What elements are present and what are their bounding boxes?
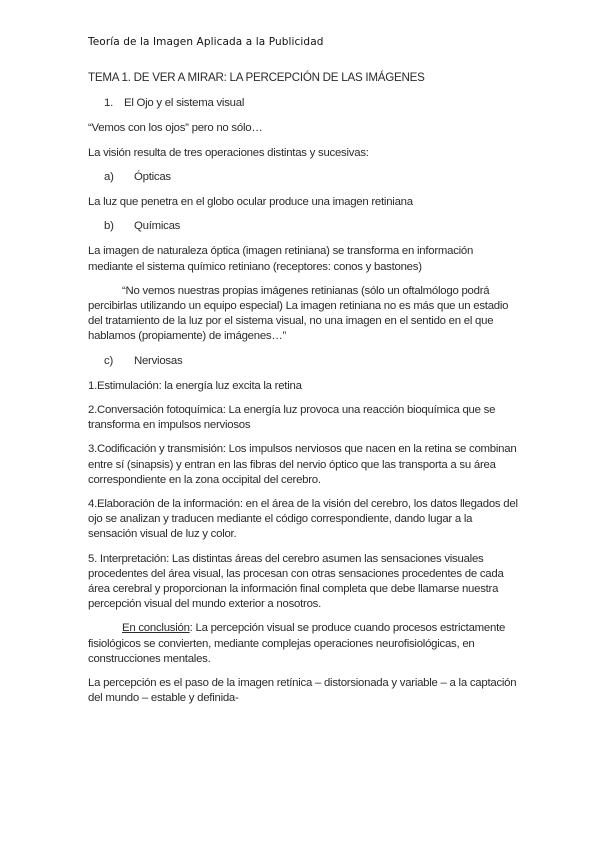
paragraph-vision: La visión resulta de tres operaciones distintas y sucesivas: bbox=[88, 146, 369, 159]
block-quote: “No vemos nuestras propias imágenes retinianas (sólo un oftalmólogo podrá percibirlas utilizando un equipo especial) La imagen retiniana no es más que un estadio del tratamiento de la luz por el sistema visual, no una imagen en el sentido en el que hablamos (propiamente) de imágenes…” bbox=[88, 284, 509, 343]
list-item-quimicas bbox=[88, 219, 518, 234]
step-elaboracion: 4.Elaboración de la información: en el área de la visión del cerebro, los datos llegados del ojo se analizan y traducen mediante el código correspondiente, dando lugar a la sensación visual de luz y color. bbox=[88, 498, 518, 541]
list-letter: b) bbox=[104, 220, 114, 233]
section-heading-1 bbox=[88, 96, 518, 111]
topic-title: TEMA 1. DE VER A MIRAR: LA PERCEPCIÓN DE LAS IMÁGENES bbox=[88, 71, 425, 84]
list-item-nerviosas bbox=[88, 354, 518, 369]
list-item-opticas bbox=[88, 170, 518, 185]
paragraph-vemos: “Vemos con los ojos” pero no sólo… bbox=[88, 122, 263, 135]
step-conversacion: 2.Conversación fotoquímica: La energía luz provoca una reacción bioquímica que se transforma en impulsos nerviosos bbox=[88, 404, 496, 432]
conclusion-text: : La percepción visual se produce cuando procesos estrictamente fisiológicos se convierten, mediante complejas operaciones neurofisiológicas, en construcciones mentales. bbox=[88, 622, 506, 665]
list-label: Químicas bbox=[134, 220, 181, 233]
paragraph-final: La percepción es el paso de la imagen retínica – distorsionada y variable – a la captación del mundo – estable y definida- bbox=[88, 677, 517, 705]
list-letter: c) bbox=[104, 354, 113, 367]
paragraph-conclusion bbox=[88, 621, 518, 667]
conclusion-lead: En conclusión bbox=[122, 622, 190, 635]
section-label: El Ojo y el sistema visual bbox=[124, 97, 245, 110]
step-interpretacion: 5. Interpretación: Las distintas áreas del cerebro asumen las sensaciones visuales procedentes del área visual, las procesan con otras sensaciones procedentes de cada área cerebral y proporcionan la información final completa que debe llamarse nuestra percepción visual del mundo exterior a nosotros. bbox=[88, 552, 504, 611]
list-label: Nerviosas bbox=[134, 354, 183, 367]
document-body bbox=[88, 70, 518, 716]
list-letter: a) bbox=[104, 170, 114, 183]
list-number: 1. bbox=[104, 97, 113, 110]
list-label: Ópticas bbox=[134, 170, 171, 183]
paragraph-optica: La luz que penetra en el globo ocular produce una imagen retiniana bbox=[88, 196, 413, 209]
step-codificacion: 3.Codificación y transmisión: Los impulsos nerviosos que nacen en la retina se combinan entre sí (sinapsis) y entran en las fibras del nervio óptico que las transporta a su área correspondiente en la zona occipital del cerebro. bbox=[88, 443, 517, 486]
step-estimulacion: 1.Estimulación: la energía luz excita la retina bbox=[88, 379, 302, 392]
running-header: Teoría de la Imagen Aplicada a la Publicidad bbox=[88, 36, 324, 48]
paragraph-quimica: La imagen de naturaleza óptica (imagen retiniana) se transforma en información mediante el sistema químico retiniano (receptores: conos y bastones) bbox=[88, 245, 474, 273]
